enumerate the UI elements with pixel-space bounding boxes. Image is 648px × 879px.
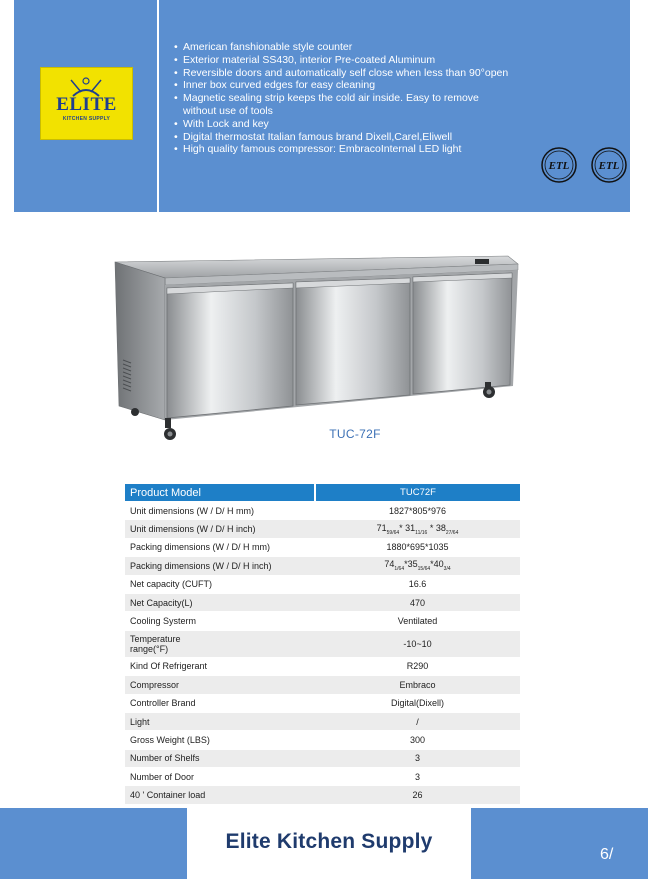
svg-text:ETL: ETL: [598, 160, 620, 172]
spec-label: Net capacity (CUFT): [125, 575, 315, 593]
table-row: [125, 612, 520, 630]
spec-value: 1827*805*976: [315, 502, 520, 520]
spec-label: Temperature range(°F): [125, 630, 315, 657]
table-row: [125, 593, 520, 611]
table-row: [125, 694, 520, 712]
spec-table: [125, 484, 520, 804]
etl-certification-icon: [540, 146, 578, 184]
logo-sub-text: KITCHEN SUPPLY: [62, 116, 111, 122]
spec-value: $74_{1/64}*35_{15/64}*40_{3/4}$: [315, 557, 520, 575]
table-row: [125, 749, 520, 767]
spec-label: Number of Door: [125, 768, 315, 786]
spec-label: Number of Shelfs: [125, 749, 315, 767]
spec-header-row: [125, 484, 520, 502]
page-number: 6/: [600, 846, 614, 863]
table-row: [125, 538, 520, 556]
spec-label: Kind Of Refrigerant: [125, 657, 315, 675]
spec-label: Gross Weight (LBS): [125, 731, 315, 749]
spec-value: $71_{59/64}*$ $31_{11/16} * 38_{27/64}$: [315, 520, 520, 538]
feature-item: • Reversible doors and automatically self close when less than 90°open: [174, 67, 514, 80]
product-caption: TUC-72F: [329, 427, 381, 441]
spec-value: 26: [315, 786, 520, 804]
spec-label: Cooling Systerm: [125, 612, 315, 630]
spec-label: Packing dimensions (W / D/ H inch): [125, 557, 315, 575]
spec-label: Net Capacity(L): [125, 593, 315, 611]
spec-label: Packing dimensions (W / D/ H mm): [125, 538, 315, 556]
header-band: [14, 0, 630, 212]
spec-value: /: [315, 712, 520, 730]
spec-label: Compressor: [125, 676, 315, 694]
table-row: [125, 712, 520, 730]
spec-value: Embraco: [315, 676, 520, 694]
etl-certification-icon: [590, 146, 628, 184]
spec-header-value: TUC72F: [315, 484, 520, 502]
spec-label: Light: [125, 712, 315, 730]
spec-value: 3: [315, 768, 520, 786]
elite-logo: [40, 67, 133, 140]
feature-item: • Inner box curved edges for easy cleaning: [174, 79, 514, 92]
feature-item: • Exterior material SS430, interior Pre-coated Aluminum: [174, 54, 514, 67]
spec-label: Unit dimensions (W / D/ H inch): [125, 520, 315, 538]
table-row: [125, 657, 520, 675]
feature-item: • With Lock and key: [174, 118, 514, 131]
logo-brand-text: ELITE: [56, 94, 117, 115]
feature-item: • High quality famous compressor: EmbracoInternal LED light: [174, 143, 514, 156]
undercounter-freezer-image: [113, 248, 523, 448]
footer-band: [0, 808, 648, 879]
feature-item: • Digital thermostat Italian famous brand Dixell,Carel,Eliwell: [174, 131, 514, 144]
table-row: [125, 502, 520, 520]
spec-value: -10~10: [315, 630, 520, 657]
feature-list: [174, 41, 514, 156]
header-divider: [157, 0, 159, 212]
spec-value: 3: [315, 749, 520, 767]
table-row: [125, 557, 520, 575]
spec-value: 1880*695*1035: [315, 538, 520, 556]
spec-value: 16.6: [315, 575, 520, 593]
feature-item: • American fanshionable style counter: [174, 41, 514, 54]
spec-label: Controller Brand: [125, 694, 315, 712]
table-row: [125, 786, 520, 804]
table-row: [125, 575, 520, 593]
footer-title: Elite Kitchen Supply: [225, 830, 433, 853]
spec-value: R290: [315, 657, 520, 675]
spec-label: Unit dimensions (W / D/ H mm): [125, 502, 315, 520]
table-row: [125, 630, 520, 657]
table-row: [125, 676, 520, 694]
feature-item: • Magnetic sealing strip keeps the cold air inside. Easy to remove without use of tools: [174, 92, 514, 118]
spec-value: Ventilated: [315, 612, 520, 630]
spec-label: 40 ' Container load: [125, 786, 315, 804]
footer-left-block: [0, 808, 187, 879]
spec-header-label: Product Model: [125, 484, 315, 502]
table-row: [125, 731, 520, 749]
svg-text:ETL: ETL: [548, 160, 570, 172]
spec-value: 300: [315, 731, 520, 749]
spec-value: Digital(Dixell): [315, 694, 520, 712]
table-row: [125, 520, 520, 538]
table-row: [125, 768, 520, 786]
spec-value: 470: [315, 593, 520, 611]
